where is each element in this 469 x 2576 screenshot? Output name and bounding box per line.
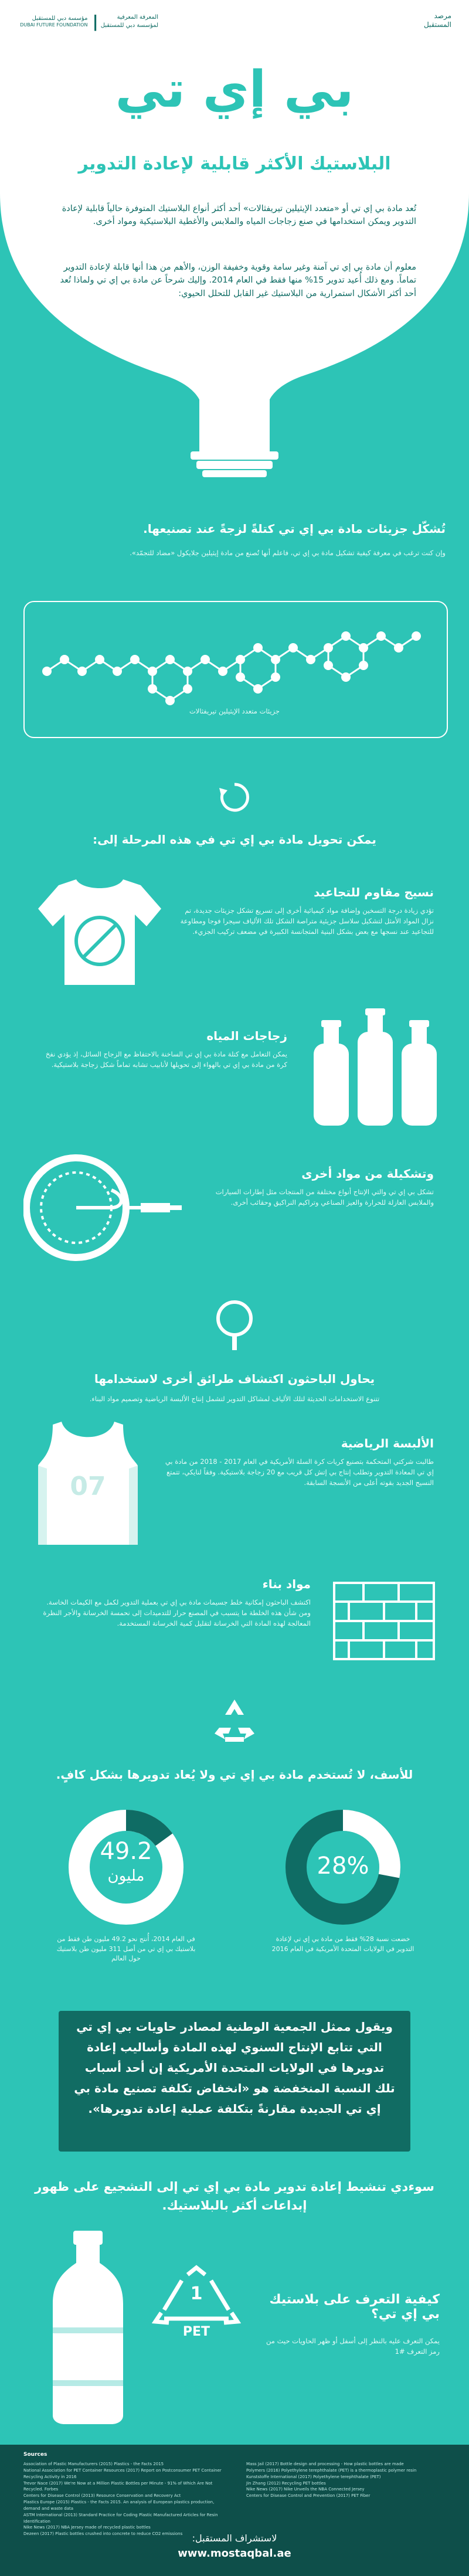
donut-right-value: 28% [317,1853,369,1880]
donut-left-unit: مليون [107,1867,145,1885]
source-item: Plastics Europe (2015) Plastics - the Facts 2015. An analysis of European plastics production, demand and waste data [23,2500,215,2511]
dff-logo [20,15,87,29]
molecule-text: وإن كنت ترغب في معرفة كيفية تشكيل مادة بي إي تي، فاعلم أنها تُصنع من مادة إيثيلين جلايكول «مضاد للتجمّد». [130,549,446,557]
item-text-sportswear: طالبت شركتي المتحكمة بتصنيع كريات كرة السلة الأمريكية في العام 2017 - 2018 من مادة بي إي تي المعادة التدوير وتطلب إنتاج بي إتش كل قريب مع 20 زجاجة بلاستيكية. وفقاً لنايكي، تتمتع النسيج الجديد بقوته أعلى من الأنسجة السابقة. [165,1457,434,1487]
identify-answer: يمكن التعرف عليه بالنظر إلى أسفل أو ظهر الحاويات حيث من رمز التعرف #1 [266,2337,440,2356]
source-item: Jin Zhang (2012) Recycling PET bottles [246,2480,326,2486]
caption-production: في العام 2014، أُنتج نحو 49.2 مليون طن فقط من بلاستيك بي إي تي من أصل 311 مليون طن بلاستيك حول العالم [56,1935,196,1962]
source-item: ASTM International (2013) Standard Practice for Coding Plastic Manufactured Articles for Resin Identification [23,2512,218,2524]
source-item: Association of Plastic Manufacturers (2015) Plastics - the Facts 2015 [23,2462,164,2466]
sources-left-column [23,2461,223,2537]
logo-line2: المستقبل [423,21,451,29]
item-title-bottles: زجاجات المياه [206,1029,287,1043]
item-title-building: مواد بناء [262,1577,311,1591]
tire-syringe-icon [23,1149,188,1266]
item-text-building: اكتشف الباحثون إمكانية خلط جسيمات مادة بي إي تي بعملية التدوير لكمل مع الكيمات الخاسة. ومن شأن هذه الخلطة ما يتسبب في المصنع حرار للتدميدات إلى نحمسة الخرسانة والأجر النظرة المعالجة لهذه المادة التي الخرسانة لتقليل كمية الخرسانة المستخدمة. [43,1598,311,1627]
donut-left-value: 49.2 [100,1838,152,1865]
pet-number: 1 [190,2283,203,2304]
item-text-bottles: يمكن التعامل مع كتلة مادة بي إي تي الساخنة بالاحتفاظ مع الزجاج السائل، إذ يؤدي نفخ كرة من مادة بي إي تي بالهواء إلى تحويلها لأنابيب تشابه تماماً شكل زجاجة بلاستيكية. [45,1050,287,1069]
research-text: تتنوع الاستخدامات الحديثة لتلك الألياف لمشاكل التدوير لتشمل إنتاج الألبسة الرياضية وتصميم مواد البناء. [89,1395,380,1403]
divider-icon: | [92,12,96,31]
encourage-heading: سوءدي تنشيط إعادة تدوير مادة بي إي تي إلى التشجيع على ظهور إبداعات أكثر بالبلاستيك. [35,2180,434,2213]
jersey-number: 07 [70,1471,106,1501]
caption-recycled: خضعت نسبة 28% فقط من مادة بي إي تي لإعادة التدوير في الولايات المتحدة الأمريكية في العام 2016 [271,1935,414,1953]
source-item: Nike News (2017) Nike Unveils the NBA Connected Jersey [246,2487,365,2492]
source-item: Mass Jail (2017) Bottle design and processing - How plastic bottles are made [246,2462,404,2466]
large-bottle-icon [47,2228,129,2427]
knowledge-logo-line2: لمؤسسة دبي للمستقبل [100,22,158,29]
dff-logo-en: DUBAI FUTURE FOUNDATION [20,22,88,28]
source-item: Trevor Nace (2017) We're Now at a Million Plastic Bottles per Minute - 91% of Which Are Not Recycled. Forbes [23,2480,213,2492]
quote-text: ويقول ممثل الجمعية الوطنية لمصادر حاويات بي إي تي التي تتابع الإنتاج السنوي لهذه المادة وأساليب إعادة تدويرها في الولايات المتحدة الأمريكية إن أحد أسباب تلك النسبة المنخفضة هو «انخفاض تكلفة تصنيع مادة بي إي تي الجديدة مقارنةً بتكلفة عملية إعادة تدويرها». [74,2020,395,2116]
source-item: Dezeen (2017) Plastic bottles crushed into concrete to reduce CO2 emissions [23,2531,183,2537]
source-item: Kunststoffe International (2017) Polyethylene terephthalate (PET) [246,2474,381,2479]
stats-heading: للأسف، لا تُستخدم مادة بي إي تي ولا يُعاد تدويرها بشكل كافٍ. [56,1768,413,1782]
cycle-arrow-icon [217,780,252,815]
dubai-future-logos [12,11,158,33]
building-materials-icon [328,1577,440,1665]
source-item: Nike News (2017) NBA Jersey made of recycled plastic bottles [23,2525,151,2530]
sources-right-column [246,2461,446,2499]
item-text-other: تشكل بي إي تي والتي الإنتاج أنواع مختلفة من المنتجات مثل إطارات السيارات والملابس العازلة للحرارة والعيز الصناعي وتراكيم النراكيق وحقائب أخرى. [215,1188,434,1207]
logo-line1: مرصد [434,12,451,20]
knowledge-logo-line1: المعرفة المعرفية [117,14,158,21]
intro-paragraph-2: معلوم أن مادة بي إي تي آمنة وغير سامة وقوية وخفيفة الوزن، والأهم من هذا أنها قابلة لإعادة التدوير تماماً. ومع ذلك أُعيد تدوير 15% منها فقط في العام 2014. وإليك شرحاً عن مادة بي إي تي ولماذا تُعد أحد أكثر الأشكال استمرارية من البلاستيك غير القابل للتحلل الحيوي: [60,263,416,298]
molecule-heading: تُشكّل جزيئات مادة بي إي تي كتلةً لزجةً عند تصنيعها. [143,522,446,536]
transform-heading: يمكن تحويل مادة بي إي تي في هذه المرحلة إلى: [93,832,376,847]
page-subtitle: البلاستيك الأكثر قابلية لإعادة التدوير [78,154,391,174]
source-item: Polymers (2016) Polyethylene terephthalate (PET) is a thermoplastic polymer resin [246,2468,417,2473]
tshirt-icon [35,874,164,991]
source-item: Centers for Disease Control (2013) Resource Conservation and Recovery Act [23,2493,181,2499]
source-item: National Association for PET Container Resources (2017) Report on Postconsumer PET Container Recycling Activity in 2016 [23,2468,222,2479]
source-item: Centers for Disease Control and Prevention (2017) PET Fiber [246,2493,371,2499]
pet-label: PET [182,2324,210,2339]
water-bottles-icon [305,1008,446,1126]
molecule-chain-icon [41,618,428,706]
cta-url-link[interactable]: www.mostaqbal.ae [178,2547,291,2560]
magnifier-icon [211,1299,258,1351]
item-text-fabric: تؤدي زيادة درجة التسخين وإضافة مواد كيميائية أخرى إلى تسريع تشكل جزيئات جديدة، تم نزال المواد الأمثل لتشكيل سلاسل جزيئية متراصة الشكل تلك الألياف سيجرا فوجا ومطاوعة للتجاعيد عند نسجها مع بعض بشكل البنية المتجانسة الكبيرة في مضعف تركيب الجزيء. [180,906,434,936]
recycle-icon [211,1697,258,1744]
item-title-other: وتشكيلة من مواد أخرى [301,1167,434,1181]
knowledge-logo [101,13,158,29]
mostaqbal-logo [387,12,451,29]
intro-paragraph-1: تُعد مادة بي إي تي أو «متعدد الإيثيلين تيريفثالات» أحد أكثر أنواع البلاستيك المتوفرة حالياً قابلية لإعادة التدوير ويمكن استخدامها في صنع زجاجات المياه والملابس والأغطية البلاستيكية ومواد أخرى. [62,204,416,227]
dff-logo-ar: مؤسسة دبي للمستقبل [32,15,88,22]
identify-question: كيفية التعرف على بلاستيك بي إي تي؟ [269,2292,440,2322]
research-heading: يحاول الباحثون اكتشاف طرائق أخرى لاستخدامها [94,1372,375,1386]
sources-title: Sources [23,2452,47,2458]
item-title-sportswear: الألبسة الرياضية [341,1436,434,1450]
item-title-fabric: نسيج مقاوم للتجاعيد [314,885,434,899]
molecule-caption: جزيئات متعدد الإيثيلين تيريفثالات [189,707,280,715]
page-title: بي إي تي [115,60,354,119]
cta-label: لاستشراف المستقبل: [192,2533,277,2544]
